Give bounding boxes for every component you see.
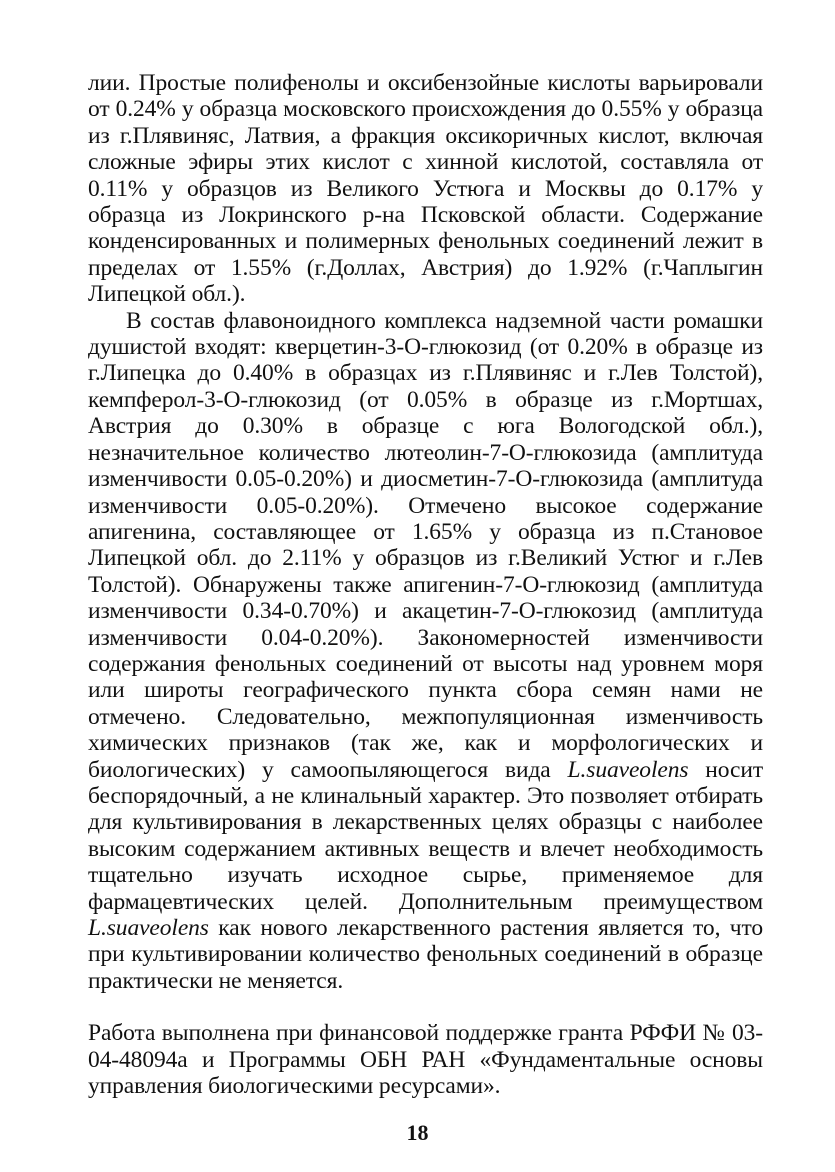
body-text: [88, 70, 763, 994]
body-paragraph: [88, 70, 763, 308]
page-number: 18: [406, 1120, 429, 1145]
text-segment: как нового лекарственного растения является то, что при культивировании количество фенольных соединений в образце практически не меняется.: [88, 915, 763, 994]
species-name: L.suaveolens: [88, 915, 209, 941]
text-segment: В состав флавоноидного комплекса надземной части ромашки душистой входят: кверцетин-3-О-глюкозид (от 0.20% в образце из г.Липецка до 0.40% в образцах из г.Плявиняс и г.Лев Толстой), кемпферол-3-О-глюкозид (от 0.05% в образце из г.Мортшах, Австрия до 0.30% в образце с юга Вологодской обл.), незначительное количество лютеолин-7-О-глюкозида (амплитуда изменчивости 0.05-0.20%) и диосметин-7-О-глюкозида (амплитуда изменчивости 0.05-0.20%). Отмечено высокое содержание апигенина, составляющее от 1.65% у образца из п.Становое Липецкой обл. до 2.11% у образцов из г.Великий Устюг и г.Лев Толстой). Обнаружены также апигенин-7-О-глюкозид (амплитуда изменчивости 0.34-0.70%) и акацетин-7-О-глюкозид (амплитуда изменчивости 0.04-0.20%). Закономерностей изменчивости содержания фенольных соединений от высоты над уровнем моря или широты географического пункта сбора семян нами не отмечено. Следовательно, межпопуляционная изменчивость химических признаков (так же, как и морфологических и биологических) у самоопыляющегося вида: [88, 307, 763, 783]
text-segment: носит беспорядочный, а не клинальный характер. Это позволяет отбирать для культивирования в лекарственных целях образцы с наиболее высоким содержанием активных веществ и влечет необходимость тщательно изучать исходное сырье, применяемое для фармацевтических целей. Дополнительным преимуществом: [88, 756, 763, 915]
acknowledgement-paragraph: Работа выполнена при финансовой поддержке гранта РФФИ № 03-04-48094а и Программы ОБН РАН «Фундаментальные основы управления биологическими ресурсами».: [88, 1020, 763, 1100]
species-name: L.suaveolens: [567, 756, 689, 783]
text-segment: лии. Простые полифенолы и оксибензойные кислоты варьировали от 0.24% у образца московского происхождения до 0.55% у образца из г.Плявиняс, Латвия, а фракция оксикоричных кислот, включая сложные эфиры этих кислот с хинной кислотой, составляла от 0.11% у образцов из Великого Устюга и Москвы до 0.17% у образца из Локринского р-на Псковской области. Содержание конденсированных и полимерных фенольных соединений лежит в пределах от 1.55% (г.Доллах, Австрия) до 1.92% (г.Чаплыгин Липецкой обл.).: [88, 70, 763, 308]
document-page: [88, 70, 763, 1150]
body-paragraph: [88, 308, 763, 995]
